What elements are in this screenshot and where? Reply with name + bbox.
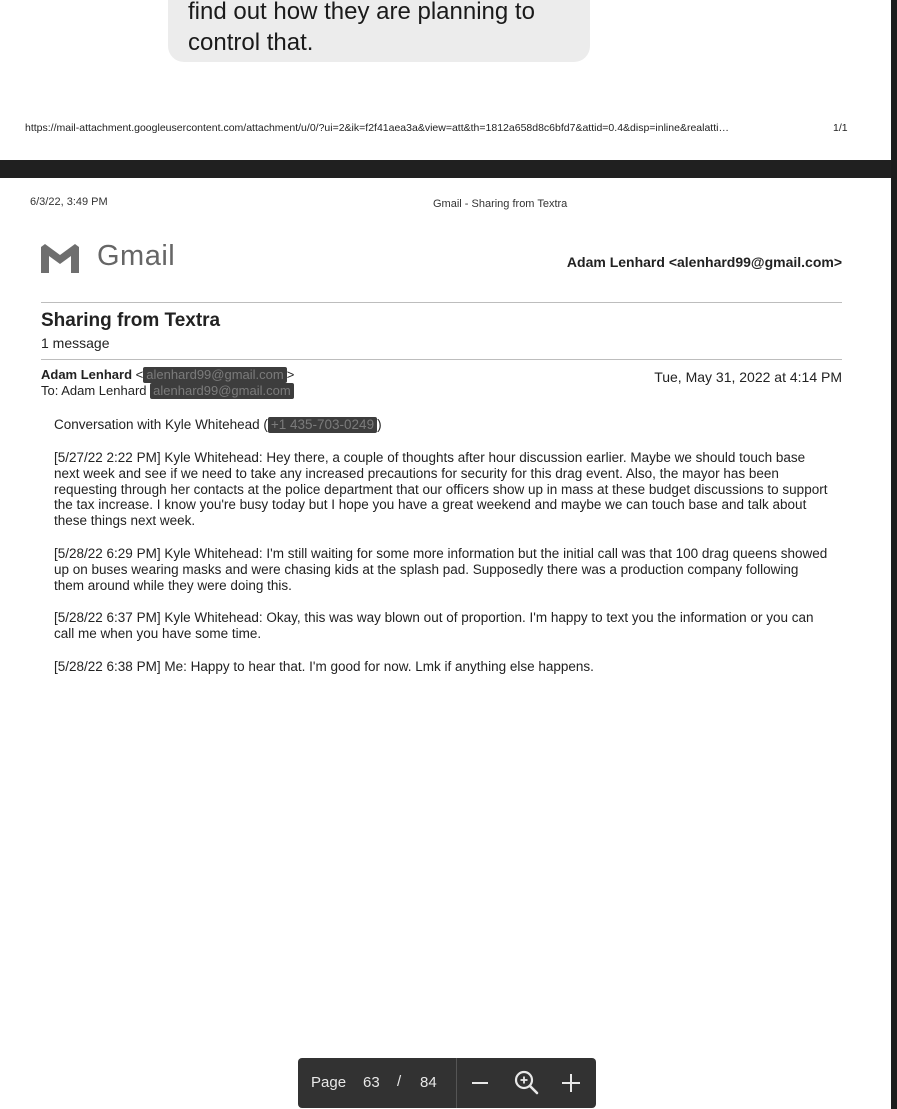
conversation-heading: Conversation with Kyle Whitehead ( +1 435-703-0249 ) [54, 417, 382, 432]
subject-divider [41, 359, 842, 360]
toolbar-divider [456, 1058, 457, 1108]
message-body [54, 417, 830, 692]
bubble-line-2: control that. [188, 29, 314, 56]
account-address: Adam Lenhard <alenhard99@gmail.com> [566, 254, 842, 270]
page-label: Page [311, 1074, 347, 1091]
bubble-text [188, 0, 535, 58]
print-footer-url: https://mail-attachment.googleusercontent.com/attachment/u/0/?ui=2&ik=f2f41aea3a&view=att&th=1812a658d8c6bfd7&attid=0.4&disp=inline&realatti… [25, 122, 729, 134]
print-footer-page-count: 1/1 [833, 122, 848, 134]
recipient-line [41, 383, 294, 399]
thread-subject: Sharing from Textra [41, 310, 221, 331]
sender-name: Adam Lenhard [41, 367, 133, 382]
document-page [0, 178, 891, 1109]
zoom-in-button[interactable] [558, 1066, 584, 1100]
print-header-date: 6/3/22, 3:49 PM [30, 196, 108, 208]
redacted-phone-number: +1 435-703-0249 [268, 417, 377, 433]
zoom-fit-button[interactable] [512, 1068, 542, 1098]
sender-line: Adam Lenhard < alenhard99@gmail.com > [41, 367, 295, 382]
current-page-input[interactable]: 63 [363, 1074, 380, 1091]
total-pages: 84 [420, 1074, 437, 1091]
zoom-fit-icon [512, 1068, 542, 1098]
zoom-out-button[interactable] [468, 1066, 494, 1100]
text-message: [5/28/22 6:29 PM] Kyle Whitehead: I'm still waiting for some more information but the initial call was that 100 drag queens showed up on buses wearing masks and were chasing kids at the splash pad. Supposedly there was a production company following them around while they were doing this. [54, 545, 828, 593]
redacted-recipient-email: alenhard99@gmail.com [150, 383, 294, 399]
message-count: 1 message [41, 335, 110, 351]
to-prefix: To: Adam Lenhard [41, 383, 147, 398]
page-gap [0, 160, 897, 178]
bubble-line-1: find out how they are planning to [188, 0, 535, 25]
page-navigation-toolbar [298, 1058, 596, 1108]
text-message: [5/27/22 2:22 PM] Kyle Whitehead: Hey there, a couple of thoughts after hour discussion earlier. Maybe we should touch base next week and see if we need to take any increased precautions for security for this drag event. Also, the mayor has been requesting through her contacts at the police department that our officers show up in mass at these budget discussions to support the tax increase. I know you're busy today but I hope you have a great weekend and maybe we can touch base and talk about these things next week. [54, 450, 828, 529]
text-message: [5/28/22 6:37 PM] Kyle Whitehead: Okay, this was way blown out of proportion. I'm happy to text you the information or you can call me when you have some time. [54, 610, 814, 642]
gmail-wordmark: Gmail [97, 240, 176, 272]
viewer-right-edge [891, 0, 897, 1109]
page-separator: / [397, 1073, 402, 1090]
message-bubble [168, 0, 590, 62]
header-divider [41, 302, 842, 303]
sent-date: Tue, May 31, 2022 at 4:14 PM [654, 369, 842, 385]
redacted-sender-email: alenhard99@gmail.com [143, 367, 287, 383]
print-header-title: Gmail - Sharing from Textra [433, 198, 568, 210]
previous-page-bottom [0, 0, 891, 160]
gmail-logo-icon [40, 242, 80, 274]
text-message: [5/28/22 6:38 PM] Me: Happy to hear that. I'm good for now. Lmk if anything else happens. [54, 658, 594, 674]
